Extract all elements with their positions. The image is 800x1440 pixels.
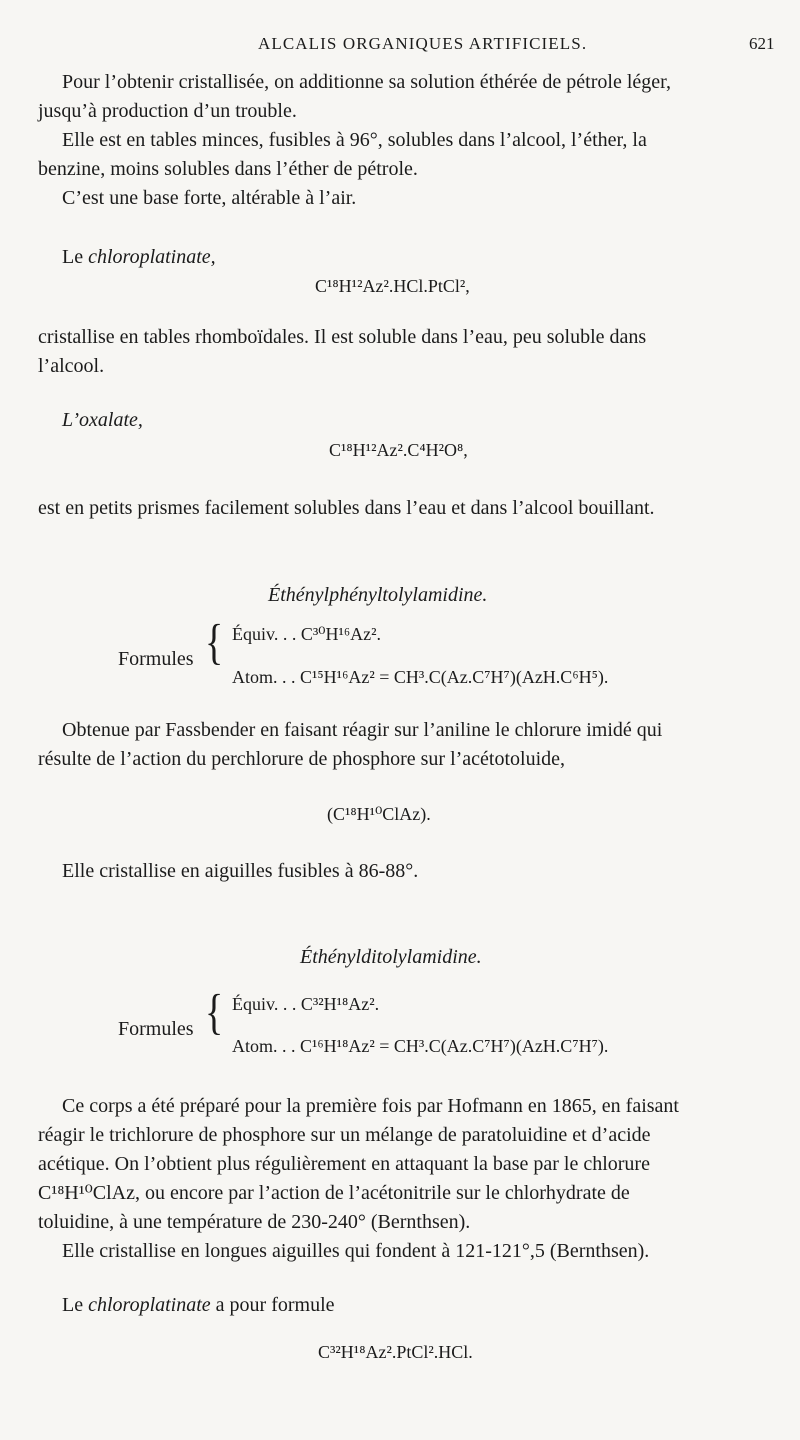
text-prefix: Le <box>62 1294 89 1316</box>
formula-atom-2: Atom. . . C¹⁶H¹⁸Az² = CH³.C(Az.C⁷H⁷)(AzH.C⁷H⁷). <box>232 1036 609 1056</box>
page-number: 621 <box>749 34 775 53</box>
text-line: jusqu’à production d’un trouble. <box>38 100 297 122</box>
text-line: est en petits prismes facilement solubles dans l’eau et dans l’alcool bouillant. <box>38 497 655 519</box>
text-line: Elle est en tables minces, fusibles à 96°, solubles dans l’alcool, l’éther, la <box>62 129 647 151</box>
formula-equiv-1: Équiv. . . C³⁰H¹⁶Az². <box>232 624 382 644</box>
paragraph-crystallization <box>38 68 776 126</box>
paragraph-compound2 <box>38 1092 776 1237</box>
text-line: Elle cristallise en longues aiguilles qui fondent à 121-121°,5 (Bernthsen). <box>62 1240 650 1262</box>
formula-chloride-1: (C¹⁸H¹⁰ClAz). <box>327 804 431 824</box>
text-line: C’est une base forte, altérable à l’air. <box>62 187 357 209</box>
formula-chloroplatinate: C¹⁸H¹²Az².HCl.PtCl², <box>315 276 470 296</box>
formula-chloroplatinate-2: C³²H¹⁸Az².PtCl².HCl. <box>318 1342 473 1362</box>
text-line: Ce corps a été préparé pour la première fois par Hofmann en 1865, en faisant <box>62 1095 679 1117</box>
running-header: ALCALIS ORGANIQUES ARTIFICIELS. <box>258 34 588 53</box>
brace-glyph: { <box>205 985 224 1041</box>
compound-title-1: Éthénylphényltolylamidine. <box>268 584 488 606</box>
oxalate-heading <box>38 406 776 435</box>
text-line: C¹⁸H¹⁰ClAz, ou encore par l’action de l’acétonitrile sur le chlorhydrate de <box>38 1182 630 1204</box>
italic-term: L’oxalate, <box>62 409 143 431</box>
paragraph-chloroplatinate <box>38 323 776 381</box>
text-line: Pour l’obtenir cristallisée, on additionne sa solution éthérée de pétrole léger, <box>62 71 672 93</box>
formules-label-1: Formules <box>118 648 194 670</box>
paragraph-oxalate <box>38 494 776 523</box>
text-line: Elle cristallise en aiguilles fusibles à 86-88°. <box>62 860 419 882</box>
paragraph-properties <box>38 126 776 184</box>
paragraph-compound2-crystals <box>38 1237 776 1266</box>
text-line: résulte de l’action du perchlorure de phosphore sur l’acétotoluide, <box>38 748 566 770</box>
formules-label-2: Formules <box>118 1018 194 1040</box>
formula-atom-1: Atom. . . C¹⁵H¹⁶Az² = CH³.C(Az.C⁷H⁷)(AzH.C⁶H⁵). <box>232 667 609 687</box>
paragraph-compound1-crystals <box>38 857 776 886</box>
brace-glyph: { <box>205 615 224 671</box>
text-prefix: Le <box>62 246 89 268</box>
italic-term: chloroplatinate <box>88 1294 211 1316</box>
chloroplatinate2-heading <box>38 1291 776 1320</box>
text-line: acétique. On l’obtient plus régulièrement en attaquant la base par le chlorure <box>38 1153 650 1175</box>
chloroplatinate-heading <box>38 243 776 272</box>
text-line: Obtenue par Fassbender en faisant réagir sur l’aniline le chlorure imidé qui <box>62 719 663 741</box>
text-line: réagir le trichlorure de phosphore sur un mélange de paratoluidine et d’acide <box>38 1124 651 1146</box>
text-line: l’alcool. <box>38 355 105 377</box>
text-line: cristallise en tables rhomboïdales. Il est soluble dans l’eau, peu soluble dans <box>38 326 647 348</box>
paragraph-base <box>38 184 776 213</box>
formula-equiv-2: Équiv. . . C³²H¹⁸Az². <box>232 994 380 1014</box>
text-line: toluidine, à une température de 230-240° (Bernthsen). <box>38 1211 471 1233</box>
formula-oxalate: C¹⁸H¹²Az².C⁴H²O⁸, <box>329 440 468 460</box>
text-line: benzine, moins solubles dans l’éther de pétrole. <box>38 158 418 180</box>
paragraph-compound1 <box>38 716 776 774</box>
text-suffix: a pour formule <box>210 1294 335 1316</box>
compound-title-2: Éthénylditolylamidine. <box>300 946 482 968</box>
italic-term: chloroplatinate, <box>88 246 216 268</box>
